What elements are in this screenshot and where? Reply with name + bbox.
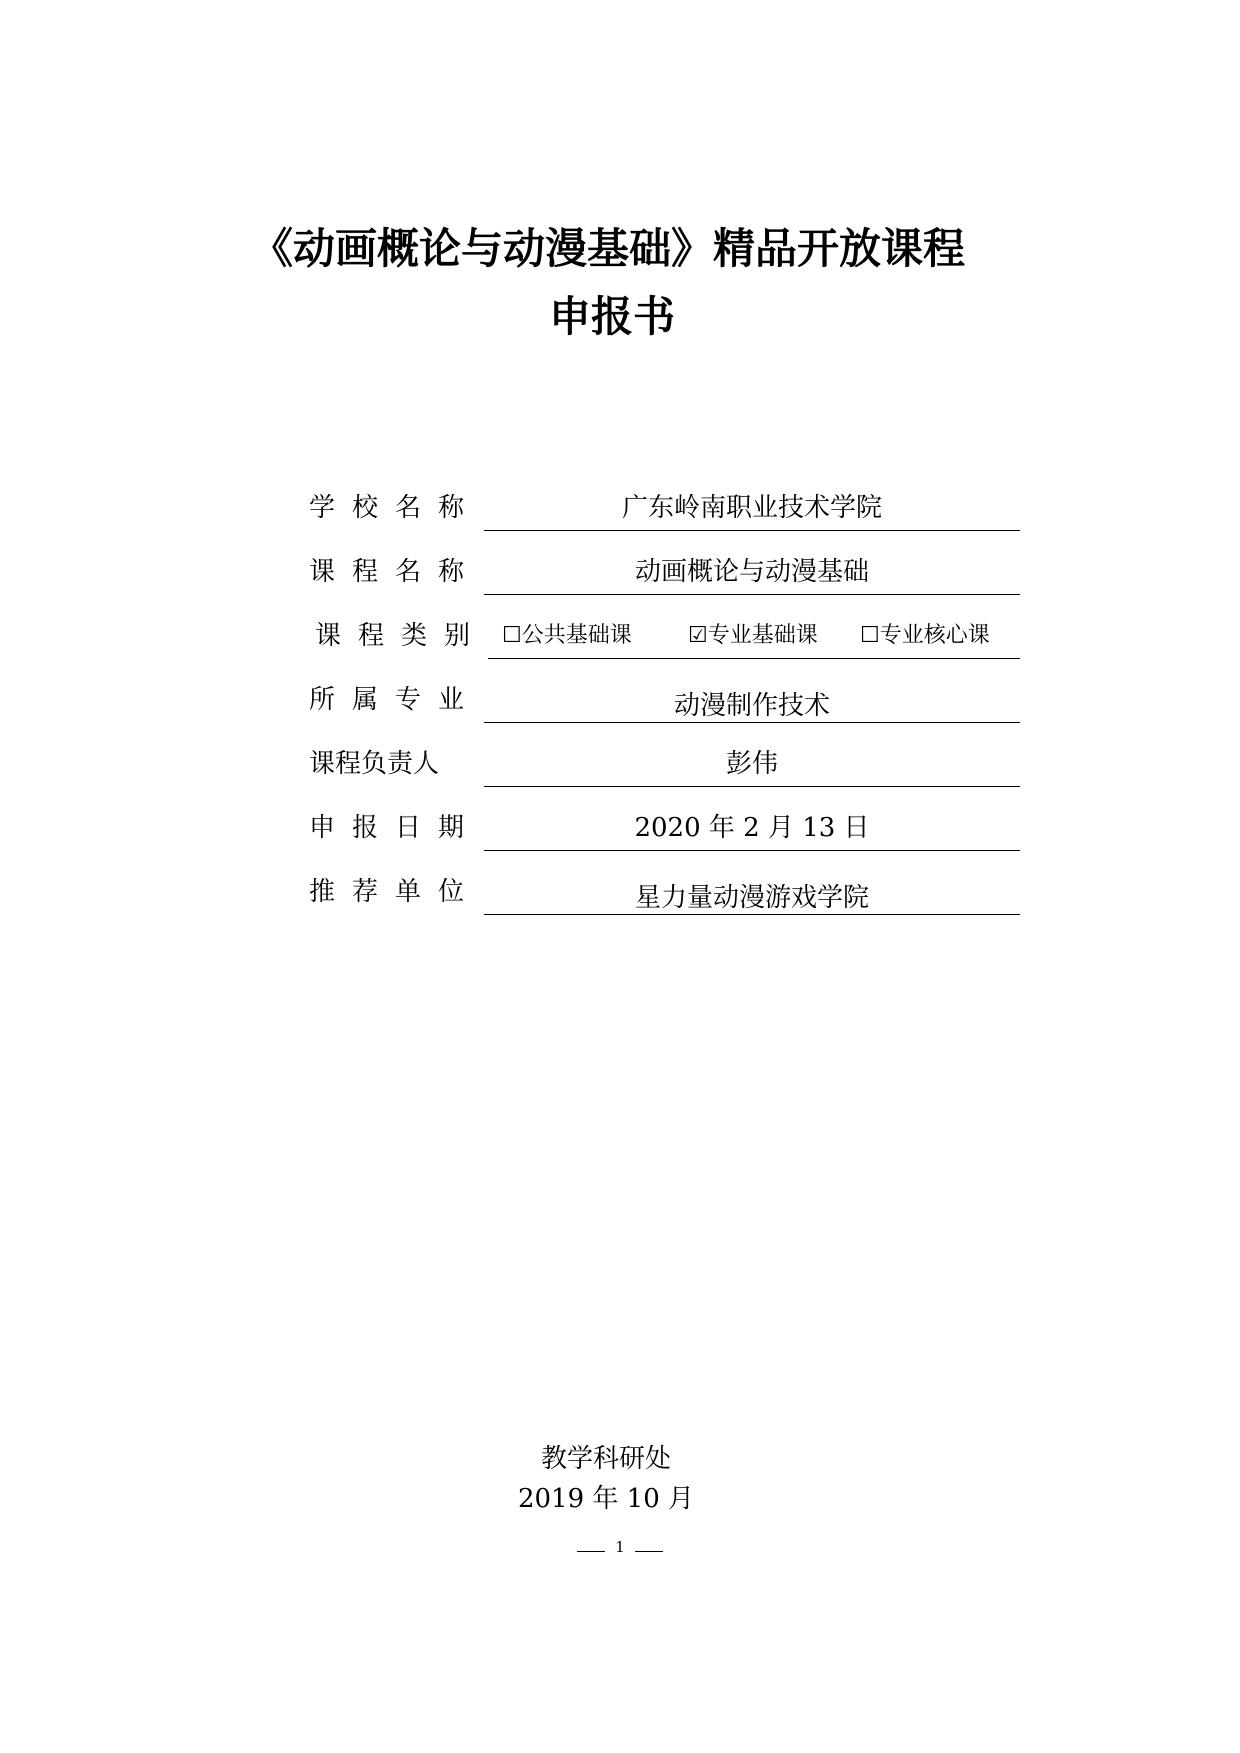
category-option-professional-basic[interactable] [688, 613, 818, 659]
course-row [0, 549, 1240, 595]
date-label: 申报日期 [309, 813, 482, 843]
date-value: 2020 年 2 月 13 日 [634, 813, 870, 843]
unit-row [0, 869, 1240, 915]
unit-label: 推荐单位 [309, 877, 482, 907]
school-row [0, 485, 1240, 531]
major-value: 动漫制作技术 [673, 691, 830, 721]
school-label: 学校名称 [309, 493, 482, 523]
category-label: 课程类别 [315, 621, 488, 651]
category-option-public[interactable] [502, 613, 632, 659]
page-number [0, 1538, 1240, 1556]
category-option-professional-core[interactable] [860, 613, 990, 659]
category-option-label: 专业核心课 [879, 623, 990, 648]
school-value: 广东岭南职业技术学院 [621, 493, 882, 523]
date-row [0, 805, 1240, 851]
issue-date: 2019 年 10 月 [517, 1484, 695, 1514]
page-number-value: 1 [615, 1538, 625, 1556]
date-field [484, 805, 1020, 851]
course-field [484, 549, 1020, 595]
category-row [0, 613, 1240, 659]
unit-field [484, 869, 1020, 915]
major-label: 所属专业 [309, 685, 482, 715]
major-field [484, 677, 1020, 723]
leader-value: 彭伟 [725, 749, 778, 779]
course-value: 动画概论与动漫基础 [634, 557, 869, 587]
page-number-dash [635, 1551, 663, 1552]
school-field [484, 485, 1020, 531]
major-row [0, 677, 1240, 723]
document-title: 《动画概论与动漫基础》精品开放课程 [250, 224, 965, 273]
document-subtitle: 申报书 [548, 292, 675, 341]
leader-label: 课程负责人 [309, 749, 440, 779]
leader-row [0, 741, 1240, 787]
unit-value: 星力量动漫游戏学院 [634, 883, 869, 913]
category-field [488, 613, 1020, 659]
checkbox-empty-icon[interactable]: ☐ [502, 623, 522, 648]
issuer: 教学科研处 [540, 1444, 671, 1474]
checkbox-checked-icon[interactable]: ☑ [688, 623, 708, 648]
category-option-label: 公共基础课 [521, 623, 632, 648]
category-option-label: 专业基础课 [707, 623, 818, 648]
page-number-dash [577, 1551, 605, 1552]
leader-field [484, 741, 1020, 787]
checkbox-empty-icon[interactable]: ☐ [860, 623, 880, 648]
course-label: 课程名称 [309, 557, 482, 587]
